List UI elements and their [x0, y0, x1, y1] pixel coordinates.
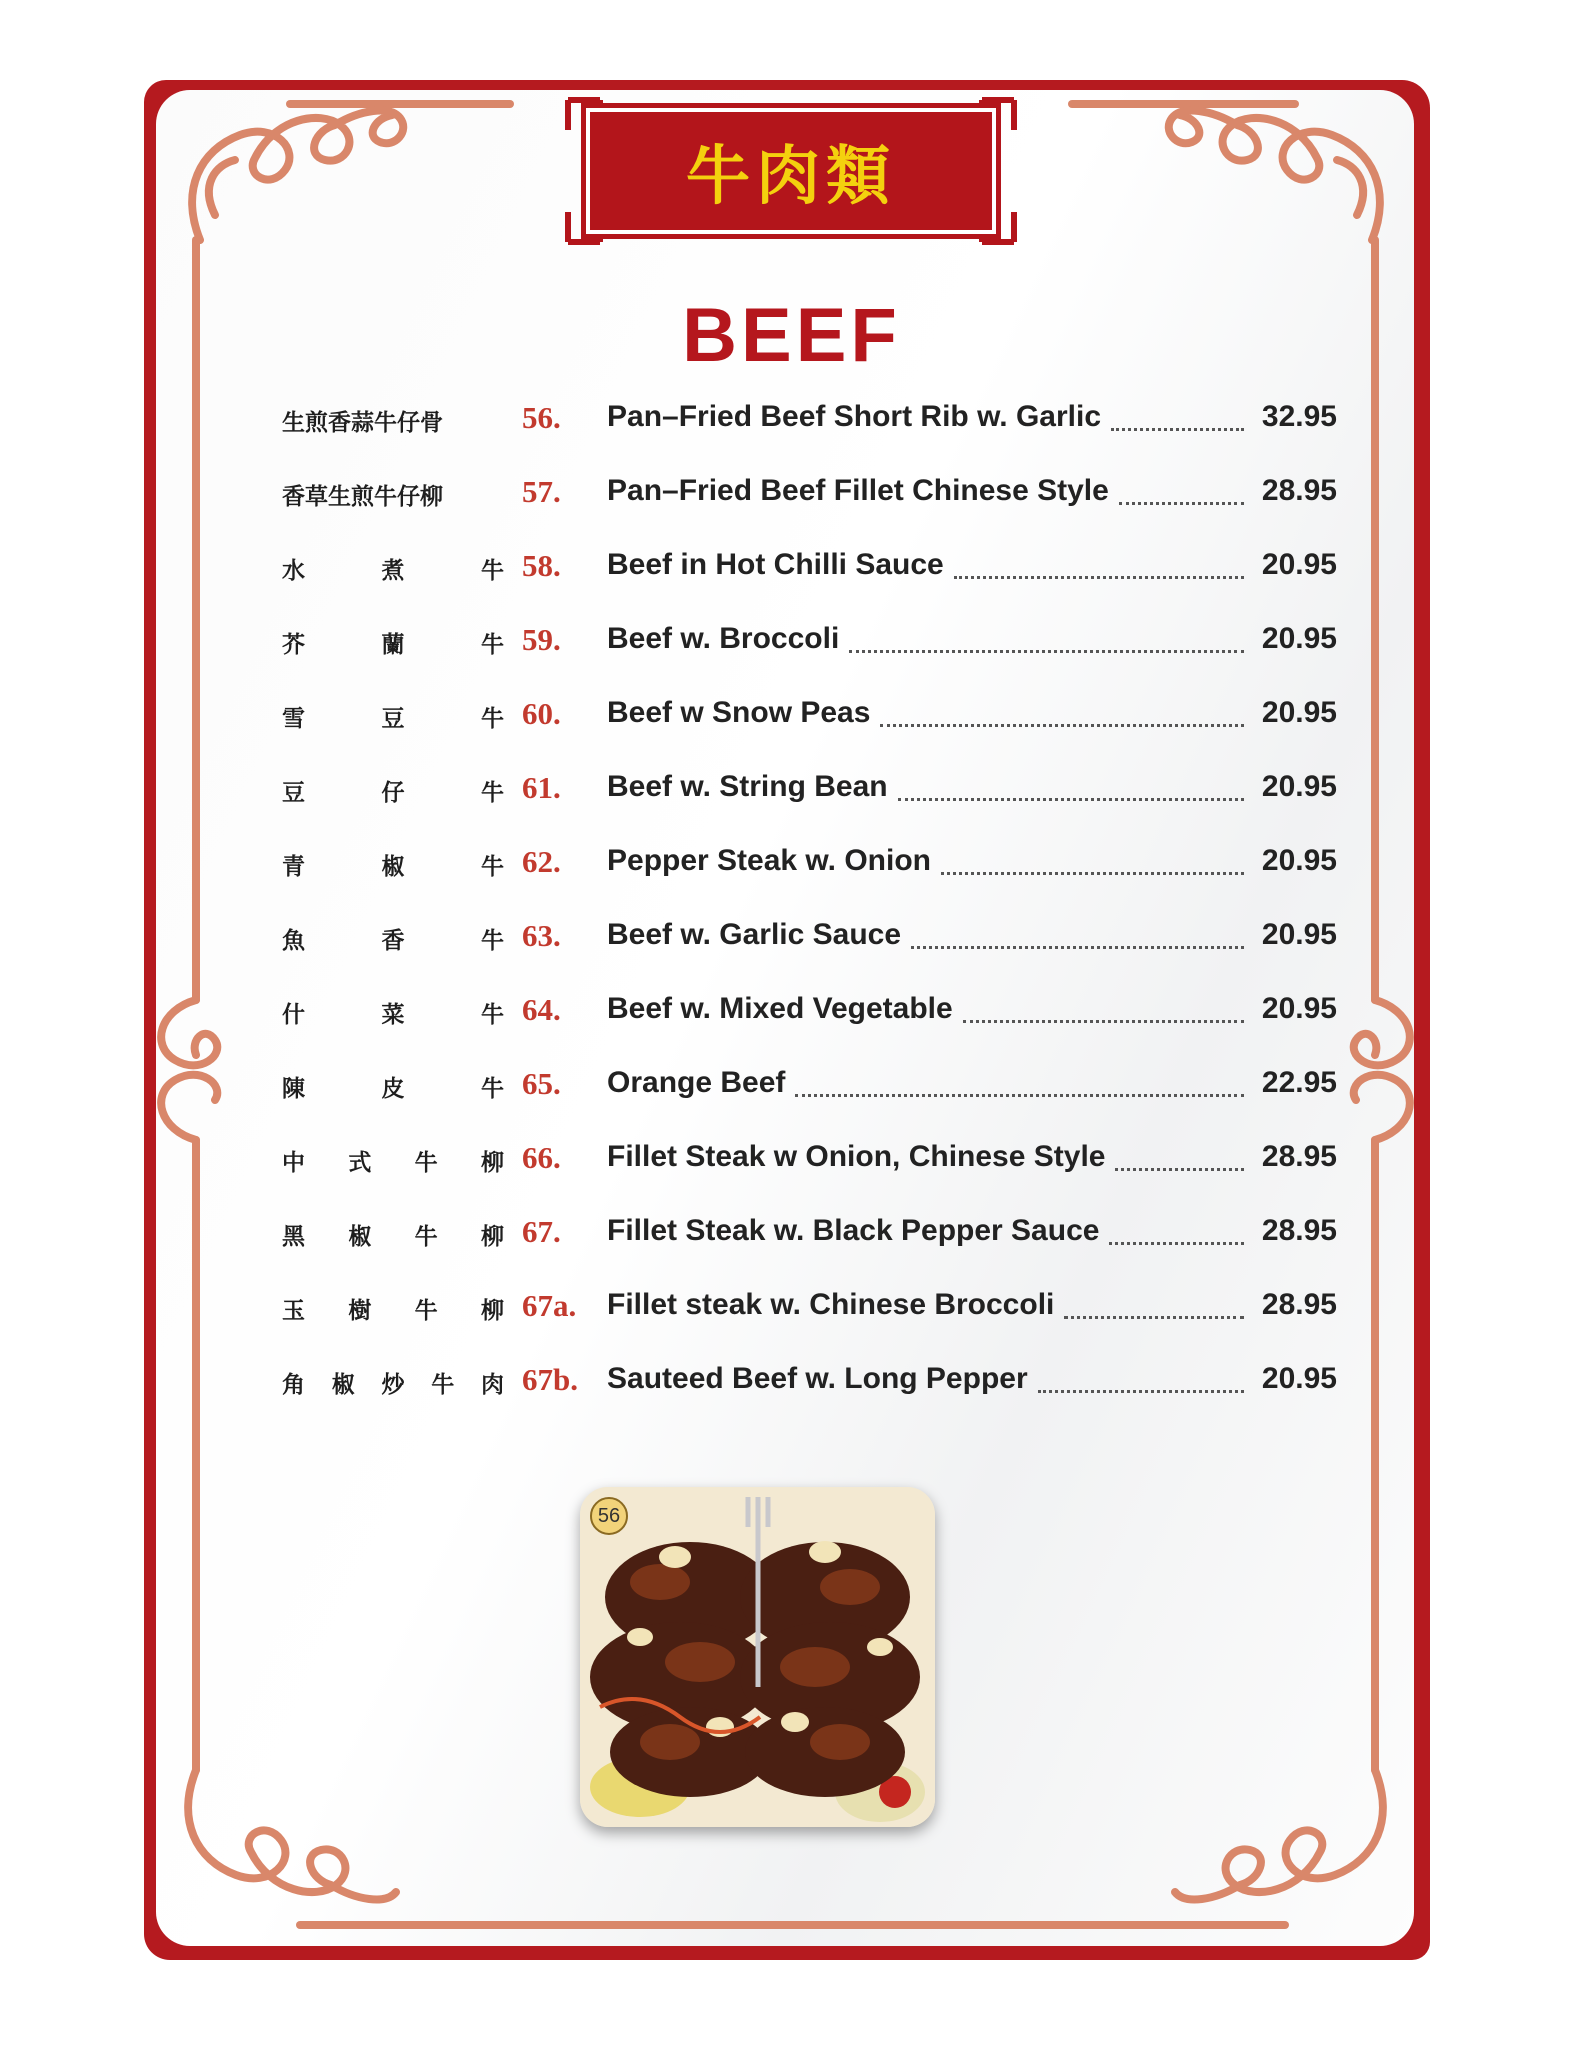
menu-item: [282, 694, 1337, 754]
menu-item-english-name: Beef w. Mixed Vegetable: [607, 992, 953, 1025]
dot-leader: [898, 780, 1244, 801]
menu-item-english-name: Beef w. String Bean: [607, 770, 888, 803]
menu-item-english-name: Beef w Snow Peas: [607, 696, 871, 729]
menu-item-number: 67a.: [522, 1288, 577, 1323]
menu-item-number: 61.: [522, 770, 561, 805]
menu-item-price: 22.95: [1261, 1066, 1337, 1099]
menu-item-price: 20.95: [1261, 918, 1337, 951]
menu-item-chinese-name: 陳 皮 牛: [282, 1076, 504, 1102]
menu-item-price: 20.95: [1261, 696, 1337, 729]
menu-item-number: 56.: [522, 400, 561, 435]
menu-item: [282, 1212, 1337, 1272]
menu-item: [282, 1064, 1337, 1124]
menu-item-number: 66.: [522, 1140, 561, 1175]
menu-item-number: 62.: [522, 844, 561, 879]
menu-item-chinese-name: 豆 仔 牛: [282, 780, 504, 806]
menu-item-chinese-name: 什 菜 牛: [282, 1002, 504, 1028]
dot-leader: [963, 1002, 1244, 1023]
menu-item-chinese-name: 雪 豆 牛: [282, 706, 504, 732]
chinese-title: 牛肉類: [686, 139, 896, 214]
menu-item-number: 60.: [522, 696, 561, 731]
menu-item-english-name: Fillet Steak w. Black Pepper Sauce: [607, 1214, 1100, 1247]
menu-item-chinese-name: 芥 蘭 牛: [282, 632, 504, 658]
menu-item-english-name: Sauteed Beef w. Long Pepper: [607, 1362, 1028, 1395]
menu-item-english-name: Fillet steak w. Chinese Broccoli: [607, 1288, 1055, 1321]
menu-item: [282, 398, 1337, 458]
menu-item-english-name: Pan–Fried Beef Short Rib w. Garlic: [607, 400, 1102, 433]
menu-item-number: 67b.: [522, 1362, 578, 1397]
menu-item: [282, 1138, 1337, 1198]
dot-leader: [1064, 1298, 1244, 1319]
menu-item-number: 59.: [522, 622, 561, 657]
menu-item-price: 28.95: [1261, 474, 1337, 507]
menu-item-price: 20.95: [1261, 1362, 1337, 1395]
menu-item: [282, 916, 1337, 976]
menu-item-price: 28.95: [1261, 1214, 1337, 1247]
menu-item: [282, 546, 1337, 606]
menu-item-english-name: Fillet Steak w Onion, Chinese Style: [607, 1140, 1106, 1173]
menu-item: [282, 472, 1337, 532]
photo-badge: 56: [590, 1497, 628, 1535]
menu-item-price: 20.95: [1261, 622, 1337, 655]
menu-item-chinese-name: 角 椒 炒 牛 肉: [282, 1372, 504, 1398]
dot-leader: [795, 1076, 1244, 1097]
menu-item: [282, 1286, 1337, 1346]
menu-item: [282, 768, 1337, 828]
dot-leader: [849, 632, 1244, 653]
dot-leader: [941, 854, 1244, 875]
short-rib-image: [580, 1487, 935, 1827]
menu-item-number: 57.: [522, 474, 561, 509]
menu-item: [282, 990, 1337, 1050]
menu-item-price: 20.95: [1261, 992, 1337, 1025]
dot-leader: [954, 558, 1244, 579]
menu-item-number: 64.: [522, 992, 561, 1027]
menu-item-chinese-name: 黑 椒 牛 柳: [282, 1224, 504, 1250]
menu-item-english-name: Pan–Fried Beef Fillet Chinese Style: [607, 474, 1109, 507]
menu-item-price: 28.95: [1261, 1288, 1337, 1321]
menu-item-price: 20.95: [1261, 770, 1337, 803]
menu-item-number: 63.: [522, 918, 561, 953]
menu-item-english-name: Orange Beef: [607, 1066, 786, 1099]
dot-leader: [880, 706, 1244, 727]
menu-item-chinese-name: 玉 樹 牛 柳: [282, 1298, 504, 1324]
dot-leader: [1111, 410, 1244, 431]
menu-item-english-name: Beef in Hot Chilli Sauce: [607, 548, 944, 581]
menu-item: [282, 842, 1337, 902]
menu-item-english-name: Beef w. Broccoli: [607, 622, 840, 655]
menu-item-price: 20.95: [1261, 844, 1337, 877]
menu-item-chinese-name: 水 煮 牛: [282, 558, 504, 584]
dot-leader: [911, 928, 1244, 949]
menu-item-number: 67.: [522, 1214, 561, 1249]
dot-leader: [1109, 1224, 1244, 1245]
dish-photo: [580, 1487, 935, 1827]
dot-leader: [1038, 1372, 1244, 1393]
menu-item-price: 28.95: [1261, 1140, 1337, 1173]
menu-item-chinese-name: 香草生煎牛仔柳: [282, 484, 443, 510]
menu-item-chinese-name: 魚 香 牛: [282, 928, 504, 954]
menu-item: [282, 1360, 1337, 1420]
menu-item-chinese-name: 生煎香蒜牛仔骨: [282, 410, 443, 436]
dot-leader: [1119, 484, 1244, 505]
menu-item-price: 20.95: [1261, 548, 1337, 581]
menu-item-number: 65.: [522, 1066, 561, 1101]
section-title: BEEF: [682, 293, 901, 378]
menu-item-price: 32.95: [1261, 400, 1337, 433]
menu-item: [282, 620, 1337, 680]
menu-item-number: 58.: [522, 548, 561, 583]
menu-item-chinese-name: 青 椒 牛: [282, 854, 504, 880]
chinese-title-banner: [590, 112, 992, 230]
menu-item-english-name: Beef w. Garlic Sauce: [607, 918, 902, 951]
menu-item-chinese-name: 中 式 牛 柳: [282, 1150, 504, 1176]
menu-item-english-name: Pepper Steak w. Onion: [607, 844, 931, 877]
dot-leader: [1115, 1150, 1244, 1171]
